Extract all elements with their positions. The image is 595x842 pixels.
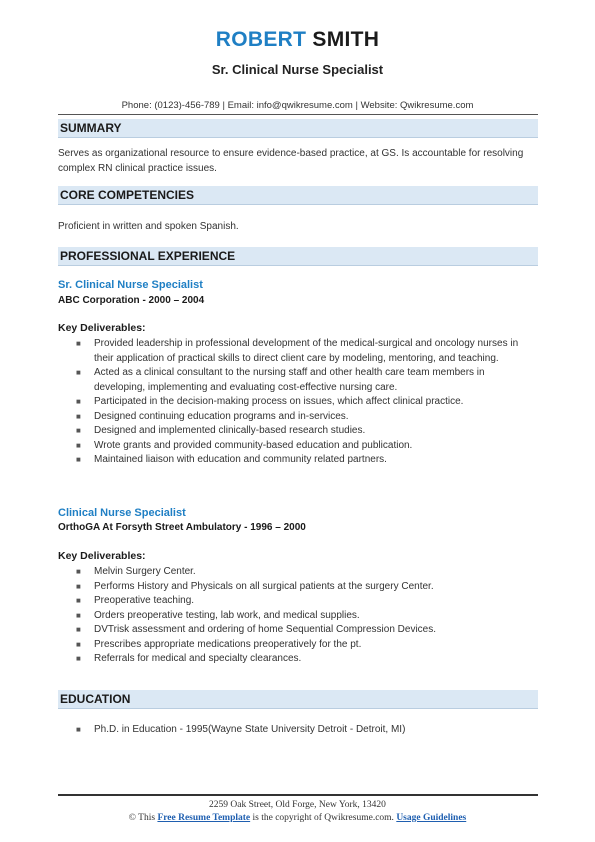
bullet-icon: ■ bbox=[76, 567, 81, 576]
list-item: ■ DVTrisk assessment and ordering of home Sequential Compression Devices. bbox=[76, 623, 536, 638]
footer-copyright bbox=[0, 813, 595, 823]
list-item: ■ Ph.D. in Education - 1995(Wayne State University Detroit - Detroit, MI) bbox=[76, 723, 536, 738]
education-heading-bar bbox=[58, 690, 538, 709]
job-title: Sr. Clinical Nurse Specialist bbox=[58, 279, 203, 291]
list-item: ■ Acted as a clinical consultant to the nursing staff and other health care team members in developing, implementing and evaluating cost-effective nursing care. bbox=[76, 367, 485, 393]
list-item: ■ Preoperative teaching. bbox=[76, 594, 536, 609]
bullet-icon: ■ bbox=[76, 426, 81, 435]
list-item: ■ Designed and implemented clinically-based research studies. bbox=[76, 424, 536, 439]
list-item: ■ Provided leadership in professional development of the medical-surgical and oncology nurses in their application of practical skills to direct client care by modeling, mentoring, and teaching. bbox=[76, 338, 519, 364]
copyright-prefix: © This bbox=[128, 813, 156, 823]
list-item: ■ Maintained liaison with education and community related partners. bbox=[76, 453, 536, 468]
list-item: ■ Melvin Surgery Center. bbox=[76, 565, 536, 580]
competencies-text: Proficient in written and spoken Spanish. bbox=[58, 221, 239, 232]
list-item: ■ Referrals for medical and specialty clearances. bbox=[76, 652, 536, 667]
footer-divider bbox=[58, 794, 538, 796]
bullet-icon: ■ bbox=[76, 610, 81, 620]
bullet-icon: ■ bbox=[76, 639, 81, 649]
footer-address: 2259 Oak Street, Old Forge, New York, 13420 bbox=[209, 800, 386, 810]
bullet-icon: ■ bbox=[76, 596, 81, 605]
bullet-icon: ■ bbox=[76, 368, 81, 377]
job-role: Sr. Clinical Nurse Specialist bbox=[211, 62, 384, 77]
contact-line: Phone: (0123)-456-789 | Email: info@qwikresume.com | Website: Qwikresume.com bbox=[121, 100, 474, 111]
list-item: ■ Orders preoperative testing, lab work, and medical supplies. bbox=[76, 609, 536, 624]
contact-divider bbox=[58, 114, 538, 115]
first-name: ROBERT bbox=[215, 28, 307, 51]
experience-heading: PROFESSIONAL EXPERIENCE bbox=[60, 249, 236, 263]
summary-heading-bar bbox=[58, 119, 538, 138]
bullet-icon: ■ bbox=[76, 440, 81, 450]
competencies-heading: CORE COMPETENCIES bbox=[60, 188, 195, 202]
summary-heading: SUMMARY bbox=[60, 121, 122, 135]
usage-guidelines-link[interactable]: Usage Guidelines bbox=[396, 813, 467, 823]
candidate-name bbox=[0, 28, 595, 52]
job-bullet-list bbox=[76, 565, 536, 667]
summary-text: Serves as organizational resource to ensure evidence-based practice, at GS. Is accountable for resolving complex RN clinical practice issues. bbox=[58, 148, 524, 174]
bullet-icon: ■ bbox=[76, 411, 81, 421]
education-list bbox=[76, 723, 536, 738]
list-item: ■ Designed continuing education programs and in-services. bbox=[76, 410, 536, 425]
key-deliverables-label: Key Deliverables: bbox=[58, 550, 146, 562]
competencies-heading-bar bbox=[58, 186, 538, 205]
bullet-icon: ■ bbox=[76, 339, 81, 348]
experience-heading-bar bbox=[58, 247, 538, 266]
list-item: ■ Prescribes appropriate medications preoperatively for the pt. bbox=[76, 638, 536, 653]
job-company: OrthoGA At Forsyth Street Ambulatory - 1996 – 2000 bbox=[58, 522, 306, 533]
bullet-icon: ■ bbox=[76, 397, 81, 406]
bullet-icon: ■ bbox=[76, 654, 81, 663]
list-item: ■ Performs History and Physicals on all surgical patients at the surgery Center. bbox=[76, 580, 536, 595]
bullet-icon: ■ bbox=[76, 725, 81, 734]
job-bullet-list bbox=[76, 337, 536, 468]
bullet-icon: ■ bbox=[76, 581, 81, 591]
job-company: ABC Corporation - 2000 – 2004 bbox=[58, 295, 205, 306]
free-resume-template-link[interactable]: Free Resume Template bbox=[157, 813, 251, 823]
education-heading: EDUCATION bbox=[60, 692, 131, 706]
copyright-middle: is the copyright of Qwikresume.com. bbox=[252, 813, 394, 823]
bullet-icon: ■ bbox=[76, 455, 81, 464]
bullet-icon: ■ bbox=[76, 625, 81, 634]
key-deliverables-label: Key Deliverables: bbox=[58, 322, 146, 334]
job-title: Clinical Nurse Specialist bbox=[58, 507, 186, 519]
last-name: SMITH bbox=[312, 28, 380, 51]
list-item: ■ Wrote grants and provided community-based education and publication. bbox=[76, 439, 536, 454]
list-item: ■ Participated in the decision-making process on issues, which affect clinical practice. bbox=[76, 395, 536, 410]
